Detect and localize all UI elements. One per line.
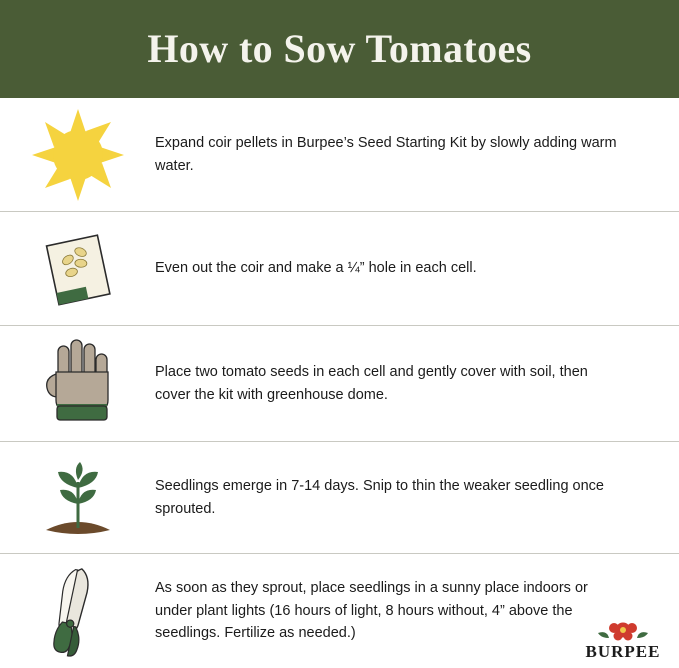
step-text: Even out the coir and make a ¼” hole in each cell. [155, 260, 477, 277]
burpee-logo [581, 617, 665, 660]
seed-packet-icon [0, 224, 155, 314]
seedling-sprout-icon [0, 452, 155, 544]
list-item [0, 98, 679, 212]
step-text: Place two tomato seeds in each cell and gently cover with soil, then cover the kit with greenhouse dome. [155, 364, 588, 403]
page-title: How to Sow Tomatoes [147, 26, 532, 71]
pruning-shears-icon [0, 561, 155, 661]
step-text: Expand coir pellets in Burpee’s Seed Starting Kit by slowly adding warm water. [155, 135, 617, 174]
step-text: Seedlings emerge in 7-14 days. Snip to thin the weaker seedling once sprouted. [155, 478, 604, 517]
step-text: As soon as they sprout, place seedlings in a sunny place indoors or under plant lights (16 hours of light, 8 hours without, 4” above the seedlings. Fertilize as needed.) [155, 580, 588, 642]
logo-wordmark: BURPEE [585, 642, 661, 661]
list-item [0, 212, 679, 326]
steps-list [0, 98, 679, 668]
tomato-flower-icon [581, 617, 665, 643]
header-banner [0, 0, 679, 98]
list-item [0, 554, 679, 668]
list-item [0, 442, 679, 554]
sun-icon [0, 107, 155, 203]
garden-glove-icon [0, 334, 155, 434]
list-item [0, 326, 679, 442]
